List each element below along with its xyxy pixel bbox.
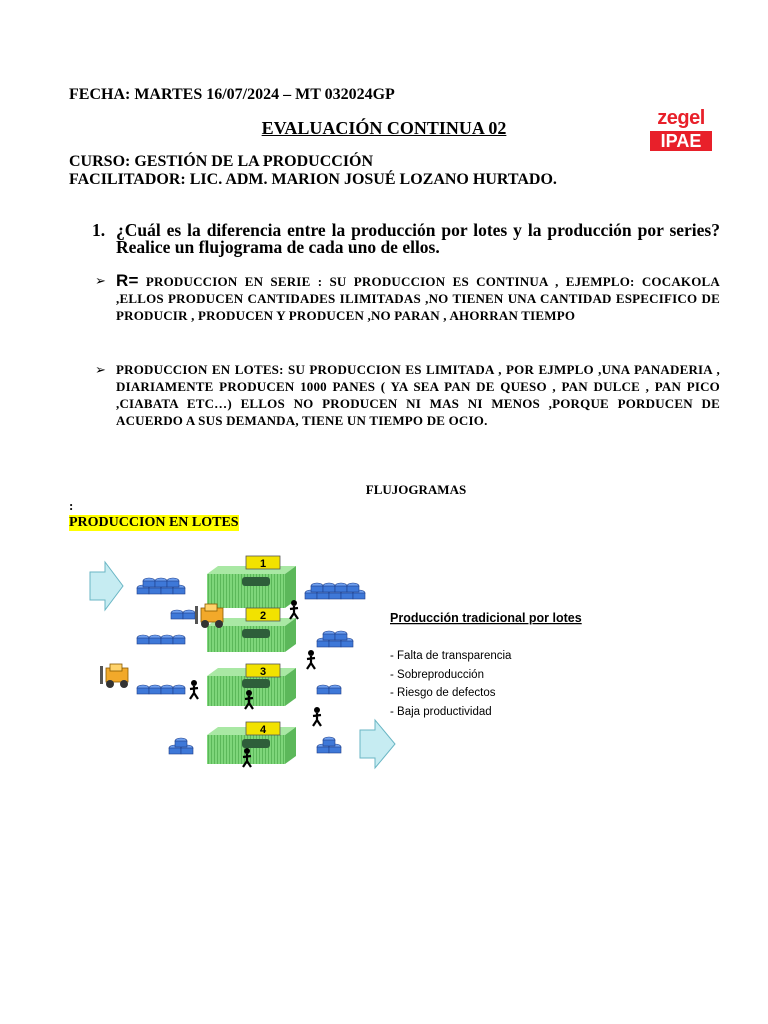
answer-serie — [95, 272, 720, 324]
question-1 — [92, 222, 720, 256]
answer-lotes — [95, 361, 720, 429]
station-3 — [207, 664, 296, 706]
box-pile-icon — [137, 685, 185, 694]
output-arrow-icon — [360, 720, 395, 768]
box-pile-icon — [317, 737, 341, 753]
flujogramas-heading: FLUJOGRAMAS — [365, 482, 467, 497]
diagram-item: - Falta de transparencia — [390, 650, 512, 662]
facilitator-line: FACILITADOR: LIC. ADM. MARION JOSUÉ LOZANO HURTADO. — [69, 171, 557, 188]
question-number: 1. — [92, 220, 106, 240]
station-number: 1 — [259, 558, 267, 570]
lotes-heading: PRODUCCION EN LOTES — [69, 515, 239, 530]
diagram-item: - Sobreproducción — [390, 669, 484, 681]
worker-icon — [313, 707, 321, 726]
station-number: 3 — [259, 666, 267, 678]
document-title: EVALUACIÓN CONTINUA 02 — [261, 118, 507, 138]
answer-prefix: R= — [116, 271, 139, 290]
box-pile-icon — [317, 631, 353, 647]
worker-icon — [290, 600, 298, 619]
box-pile-icon — [305, 583, 365, 599]
course-block — [69, 153, 557, 189]
zegel-ipae-logo — [650, 108, 712, 151]
colon-mark: : — [69, 498, 74, 513]
date-line: FECHA: MARTES 16/07/2024 – MT 032024GP — [69, 86, 395, 103]
station-number: 4 — [259, 724, 267, 736]
station-4 — [207, 722, 296, 764]
answer-text: PRODUCCION EN SERIE : SU PRODUCCION ES CONTINUA , EJEMPLO: COCAKOLA ,ELLOS PRODUCEN CANTIDADES ILIMITADAS ,NO TIENEN UNA CANTIDAD ESPECIFICO DE PRODUCIR , PRODUCEN Y PRODUCEN ,NO PARAN , AHORRAN TIEMPO — [116, 274, 720, 323]
logo-ipae-text: IPAE — [650, 131, 712, 151]
worker-icon — [190, 680, 198, 699]
diagram-item: - Riesgo de defectos — [390, 687, 496, 699]
input-arrow-icon — [90, 562, 123, 610]
box-pile-icon — [137, 635, 185, 644]
diagram-title: Producción tradicional por lotes — [390, 611, 582, 625]
box-pile-icon — [169, 738, 193, 754]
box-pile-icon — [137, 578, 185, 594]
station-number: 2 — [259, 610, 267, 622]
arrow-bullet-icon: ➢ — [95, 274, 106, 289]
course-line: CURSO: GESTIÓN DE LA PRODUCCIÓN — [69, 153, 374, 170]
diagram-item: - Baja productividad — [390, 706, 492, 718]
question-text: ¿Cuál es la diferencia entre la producción por lotes y la producción por series? Realice un flujograma de cada uno de ellos. — [116, 220, 720, 257]
worker-icon — [307, 650, 315, 669]
batch-production-diagram — [85, 552, 690, 772]
forklift-icon — [100, 664, 128, 688]
answer-text: PRODUCCION EN LOTES: SU PRODUCCION ES LIMITADA , POR EJMPLO ,UNA PANADERIA , DIARIAMENTE PRODUCEN 1000 PANES ( YA SEA PAN DE QUESO , PAN DULCE , PAN PICO ,CIABATA ETC…) ELLOS NO PRODUCEN NI MAS NI MENOS ,PORQUE PORDUCEN DE ACUERDO A SUS DEMANDA, TIENE UN TIEMPO DE OCIO. — [116, 362, 720, 428]
box-pile-icon — [317, 685, 341, 694]
arrow-bullet-icon: ➢ — [95, 363, 106, 378]
station-1 — [207, 556, 296, 608]
logo-zegel-text: zegel — [657, 107, 705, 129]
box-pile-icon — [171, 610, 195, 619]
